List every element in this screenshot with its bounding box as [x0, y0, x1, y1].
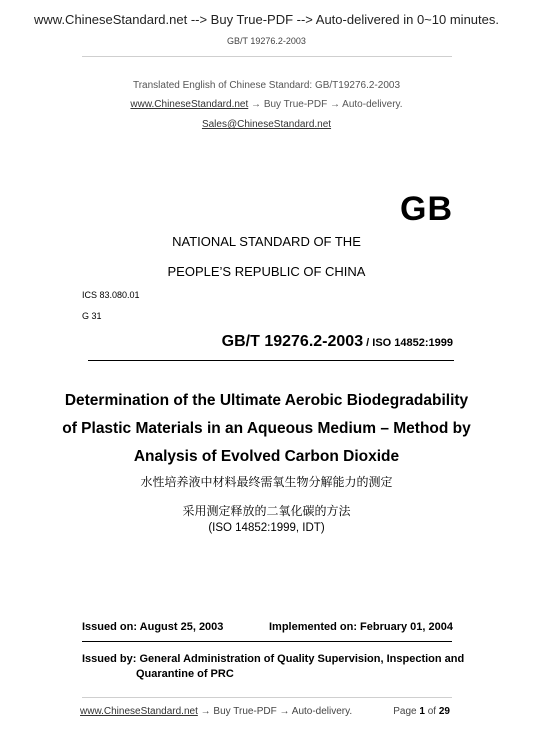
translation-note: Translated English of Chinese Standard: GB/T19276.2-2003 — [132, 80, 401, 91]
header-standard-code: GB/T 19276.2-2003 — [227, 36, 306, 46]
g-code: G 31 — [82, 311, 102, 321]
issued-by-line-2: Quarantine of PRC — [136, 668, 234, 680]
iso-number: ISO 14852:1999 — [372, 337, 453, 349]
iso-equivalence: (ISO 14852:1999, IDT) — [208, 522, 325, 534]
footer-divider — [82, 697, 452, 698]
page-number: 1 — [419, 706, 425, 717]
title-line-1: Determination of the Ultimate Aerobic Biodegradability — [64, 392, 469, 409]
page-indicator — [393, 706, 450, 717]
header-divider — [82, 56, 452, 57]
ics-code: ICS 83.080.01 — [82, 290, 140, 300]
chinese-title-line-1: 水性培养液中材料最终需氧生物分解能力的测定 — [140, 475, 393, 489]
national-standard-line2: PEOPLE’S REPUBLIC OF CHINA — [167, 264, 366, 279]
title-line-2: of Plastic Materials in an Aqueous Medium – Method by — [62, 420, 471, 437]
site-link[interactable]: www.ChineseStandard.net — [130, 99, 249, 110]
email-line — [0, 119, 533, 130]
implemented-date: Implemented on: February 01, 2004 — [268, 621, 453, 633]
footer-site-link[interactable]: www.ChineseStandard.net — [80, 706, 198, 717]
page-label: Page — [393, 706, 420, 717]
footer-link-line — [80, 706, 352, 717]
national-standard-line1: NATIONAL STANDARD OF THE — [172, 234, 361, 249]
title-line-3: Analysis of Evolved Carbon Dioxide — [133, 448, 400, 465]
of-label: of — [424, 706, 439, 717]
dates-divider — [82, 641, 452, 642]
chinese-title-line-2: 采用测定释放的二氧化碳的方法 — [182, 504, 351, 518]
email-link[interactable]: Sales@ChineseStandard.net — [201, 119, 332, 130]
site-link-suffix: → Buy True-PDF → Auto-delivery. — [248, 99, 403, 110]
gb-number: GB/T 19276.2-2003 — [221, 333, 364, 350]
page-total: 29 — [438, 706, 450, 717]
site-link-line — [0, 99, 533, 110]
standard-number — [222, 333, 453, 351]
footer-link-suffix: → Buy True-PDF → Auto-delivery. — [197, 706, 353, 717]
document-title — [0, 387, 533, 471]
issued-by-line-1: Issued by: General Administration of Quality Supervision, Inspection and — [82, 653, 465, 665]
top-banner: www.ChineseStandard.net --> Buy True-PDF --> Auto-delivered in 0~10 minutes. — [34, 12, 499, 27]
gb-logo: GB — [400, 190, 453, 228]
issued-date: Issued on: August 25, 2003 — [82, 621, 224, 633]
standard-divider — [88, 360, 454, 361]
standard-separator: / — [363, 337, 373, 349]
